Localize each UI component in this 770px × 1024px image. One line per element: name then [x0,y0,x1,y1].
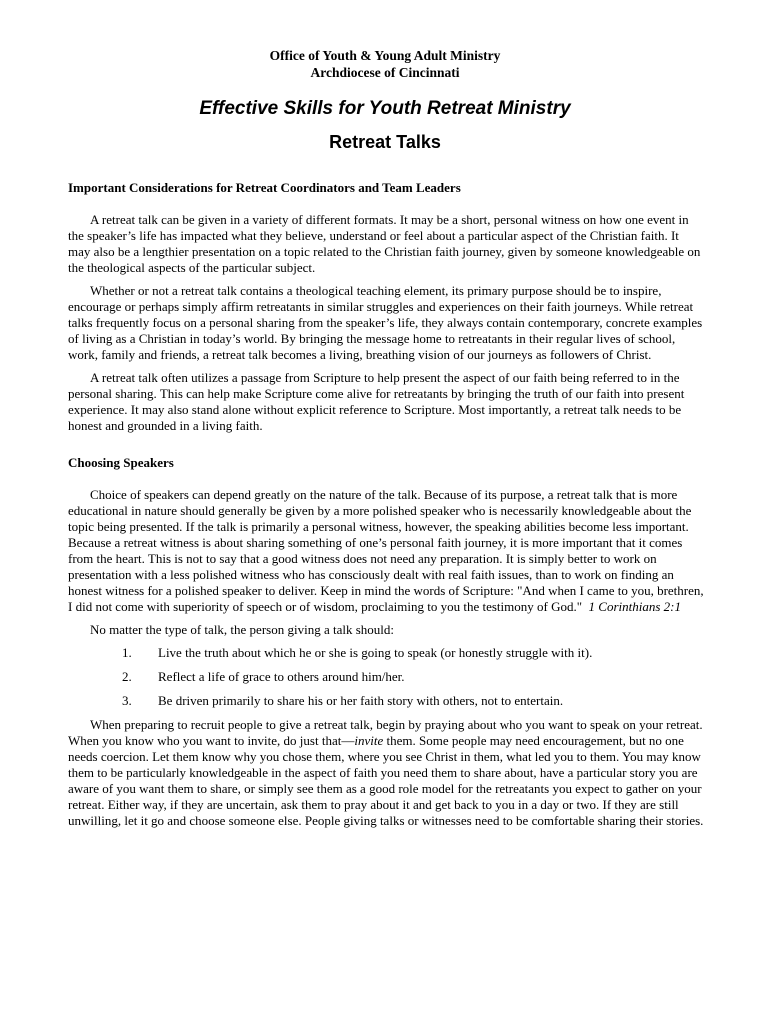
list-item [68,645,704,661]
list-intro: No matter the type of talk, the person giving a talk should: [90,622,394,637]
paragraph [68,487,704,615]
scripture-citation: 1 Corinthians 2:1 [588,599,681,614]
list-number: 3. [122,693,132,708]
emphasis-text: invite [354,733,384,748]
list-item [68,669,704,685]
paragraph-text: When preparing to recruit people to give a retreat talk, begin by praying about who you want to speak on your retreat. When you know who you want to invite, do just that— [68,717,703,748]
list-text: Reflect a life of grace to others around him/her. [158,669,405,684]
document-subtitle: Retreat Talks [329,132,441,152]
list-text: Live the truth about which he or she is going to speak (or honestly struggle with it). [158,645,593,660]
section-heading-considerations: Important Considerations for Retreat Coordinators and Team Leaders [68,180,461,195]
paragraph: A retreat talk often utilizes a passage from Scripture to help present the aspect of our faith being referred to in the personal sharing. This can help make Scripture come alive for retreatants by bringing the truth of our faith into present experience. It may also stand alone without explicit reference to Scripture. Most importantly, a retreat talk needs to be honest and grounded in a living faith. [68,370,685,433]
paragraph-text: them. Some people may need encouragement, but no one needs coercion. Let them know why you chose them, where you see Christ in them, what led you to them. You may know them to be particularly knowledgeable in the aspect of faith you need them to share about, have a particular story you are aware of you want them to share, or simply see them as a good role model for the retreatants you expect to gather on your retreat. Either way, if they are uncertain, ask them to pray about it and get back to you in a day or two. If they are still unwilling, let it go and choose someone else. People giving talks or witnesses need to be comfortable sharing their stories. [68,733,704,828]
paragraph-text: Choice of speakers can depend greatly on the nature of the talk. Because of its purpose, a retreat talk that is more educational in nature should generally be given by a more polished speaker who is necessarily knowledgeable about the topic being presented. If the talk is primarily a personal witness, however, the speaking abilities become less important. Because a retreat witness is about sharing something of one’s personal faith journey, it is more important that it comes from the heart. This is not to say that a good witness does not need any preparation. It is simply better to work on presentation with a less polished witness who has consciously dealt with real faith issues, than to work on finding an honest witness for a polished speaker to deliver. Keep in mind the words of Scripture: "And when I came to you, brethren, I did not come with superiority of speech or of wisdom, proclaiming to you the testimony of God." [68,487,704,614]
archdiocese-name: Archdiocese of Cincinnati [310,65,460,80]
section-heading-choosing-speakers: Choosing Speakers [68,455,174,470]
list-number: 1. [122,645,132,660]
document-title: Effective Skills for Youth Retreat Ministry [199,98,571,119]
paragraph: A retreat talk can be given in a variety of different formats. It may be a short, personal witness on how one event in the speaker’s life has impacted what they believe, understand or feel about a particular aspect of the Christian faith. It may also be a lengthier presentation on a topic related to the Christian faith journey, given by someone knowledgeable on the theological aspects of the particular subject. [68,212,701,275]
list-number: 2. [122,669,132,684]
office-name: Office of Youth & Young Adult Ministry [269,48,501,63]
office-header [0,47,770,81]
paragraph: Whether or not a retreat talk contains a theological teaching element, its primary purpose should be to inspire, encourage or perhaps simply affirm retreatants in similar struggles and experiences on their faith journeys. While retreat talks frequently focus on a personal sharing from the speaker’s life, they always contain contemporary, concrete examples of living as a Christian in today’s world. By bringing the message home to retreatants in their regular lives of school, work, family and friends, a retreat talk becomes a living, breathing vision of our journeys as followers of Christ. [68,283,703,362]
paragraph [68,717,704,829]
requirements-list [68,645,704,709]
list-item [68,693,704,709]
document-body [68,180,704,836]
list-text: Be driven primarily to share his or her faith story with others, not to entertain. [158,693,564,708]
